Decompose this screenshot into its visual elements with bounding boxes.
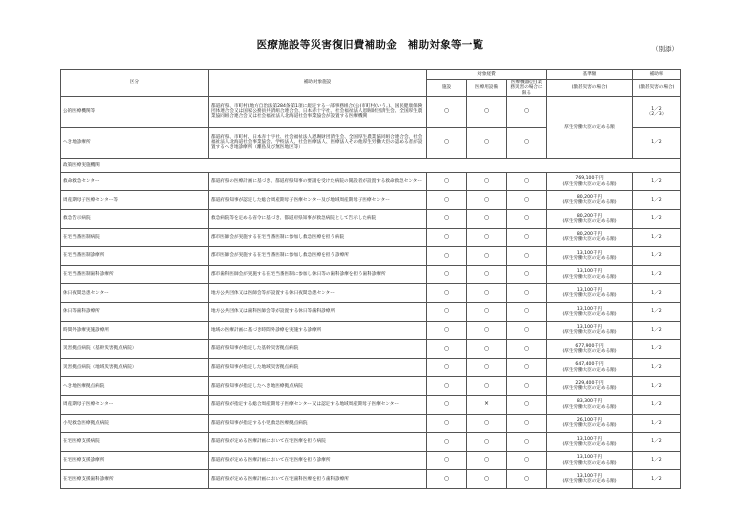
policy-row	[61, 433, 681, 452]
policy-other: ○	[507, 303, 547, 322]
policy-desc: 地方公共団体又は歯科医師会等が設置する休日等歯科診療所	[209, 303, 427, 322]
header-category: 区分	[61, 70, 209, 97]
policy-equipment: ○	[467, 303, 507, 322]
policy-rate: 1／2	[633, 172, 681, 191]
policy-row	[61, 451, 681, 470]
policy-desc: 都道府県知事が指定した基幹災害拠点病院	[209, 340, 427, 359]
policy-row	[61, 228, 681, 247]
policy-base-value: 26,100千円	[576, 418, 603, 424]
policy-base-note: (厚生労働大臣の定める額)	[562, 367, 617, 373]
policy-rate: 1／2	[633, 395, 681, 414]
header-target-expense: 対象経費	[427, 70, 547, 80]
policy-desc: 都道府県が指定する総合周産期母子医療センター又は認定する地域周産期母子医療センター	[209, 395, 427, 414]
policy-desc: 都道府県が定める医療計画において在宅医療を担う診療所	[209, 451, 427, 470]
policy-facility: ○	[427, 433, 467, 452]
public-rate	[633, 96, 681, 127]
public-other: ○	[507, 96, 547, 127]
policy-base-note: (厚生労働大臣の定める額)	[562, 423, 617, 429]
policy-base-note: (厚生労働大臣の定める額)	[562, 479, 617, 485]
policy-rate: 1／2	[633, 414, 681, 433]
policy-base-amount	[547, 414, 633, 433]
policy-facility: ○	[427, 265, 467, 284]
policy-other: ○	[507, 228, 547, 247]
header-rate-note: (激甚災害の場合)	[633, 80, 681, 97]
policy-base-value: 13,100千円	[576, 325, 603, 331]
remote-other: ○	[507, 127, 547, 158]
header-row-1	[61, 70, 681, 80]
public-rate-main: 1／2	[651, 106, 662, 112]
remote-facility: ○	[427, 127, 467, 158]
policy-base-amount	[547, 321, 633, 340]
policy-equipment: ○	[467, 451, 507, 470]
policy-other: ○	[507, 247, 547, 266]
public-rate-severe: （2／3）	[646, 111, 667, 117]
document-title: 医療施設等災害復旧費補助金 補助対象等一覧	[256, 39, 484, 51]
policy-base-note: (厚生労働大臣の定める額)	[562, 330, 617, 336]
section-label: 政策医療実施機関	[61, 158, 681, 172]
public-equipment: ○	[467, 96, 507, 127]
policy-label: 災害拠点病院（地域災害拠点病院）	[61, 358, 209, 377]
policy-rate: 1／2	[633, 358, 681, 377]
policy-facility: ○	[427, 470, 467, 489]
policy-equipment: ○	[467, 414, 507, 433]
policy-row	[61, 358, 681, 377]
policy-other: ○	[507, 433, 547, 452]
policy-equipment: ×	[467, 395, 507, 414]
policy-label: 休日夜間急患センター	[61, 284, 209, 303]
policy-base-amount	[547, 395, 633, 414]
policy-equipment: ○	[467, 433, 507, 452]
policy-rate: 1／2	[633, 265, 681, 284]
header-base-note: (激甚災害の場合)	[547, 80, 633, 97]
policy-base-note: (厚生労働大臣の定める額)	[562, 200, 617, 206]
policy-rate: 1／2	[633, 340, 681, 359]
policy-facility: ○	[427, 303, 467, 322]
policy-base-note: (厚生労働大臣の定める額)	[562, 404, 617, 410]
policy-label: 休日等歯科診療所	[61, 303, 209, 322]
subsidy-table	[60, 69, 681, 489]
policy-other: ○	[507, 470, 547, 489]
policy-label: 時間外診療実施診療所	[61, 321, 209, 340]
policy-base-note: (厚生労働大臣の定める額)	[562, 348, 617, 354]
policy-base-value: 13,100千円	[576, 455, 603, 461]
policy-desc: 郡市医師会が実施する在宅当番医制に参加し救急医療を担う病院	[209, 228, 427, 247]
policy-facility: ○	[427, 377, 467, 396]
policy-other: ○	[507, 210, 547, 229]
policy-label: 在宅医療支援診療所	[61, 451, 209, 470]
policy-base-value: 13,100千円	[576, 269, 603, 275]
policy-desc: 地域の医療計画に基づき時間外診療を実施する診療所	[209, 321, 427, 340]
policy-desc: 都道府県が定める医療計画において在宅歯科医療を担う歯科診療所	[209, 470, 427, 489]
policy-other: ○	[507, 284, 547, 303]
policy-rate: 1／2	[633, 210, 681, 229]
policy-facility: ○	[427, 191, 467, 210]
policy-equipment: ○	[467, 284, 507, 303]
policy-label: 在宅医療支援歯科診療所	[61, 470, 209, 489]
policy-facility: ○	[427, 247, 467, 266]
policy-desc: 都道府県知事が認定した総合周産期母子医療センター及び地域周産期母子医療センター	[209, 191, 427, 210]
public-facility: ○	[427, 96, 467, 127]
policy-desc: 都道府県知事が指定した地域災害拠点病院	[209, 358, 427, 377]
policy-row	[61, 470, 681, 489]
policy-rate: 1／2	[633, 451, 681, 470]
remote-label: へき地診療所	[61, 127, 209, 158]
public-desc: 都道府県、市町村(地方自治法第284条第1項に規定する一部事務組合(公)市町村(いう。)、国民健康保険団体連合会又は国家公務員共済組合連合会、日本赤十字社、社会福祉法人恩賜財団済生会、全国厚生農業協同組合連合会又は社会福祉法人北海道社会事業協会が設置する医療機関	[209, 96, 427, 127]
policy-base-amount	[547, 451, 633, 470]
policy-rate: 1／2	[633, 228, 681, 247]
policy-label: 在宅医療支援病院	[61, 433, 209, 452]
policy-label: 在宅当番医制診療所	[61, 247, 209, 266]
policy-rate: 1／2	[633, 377, 681, 396]
policy-other: ○	[507, 321, 547, 340]
policy-equipment: ○	[467, 210, 507, 229]
policy-base-note: (厚生労働大臣の定める額)	[562, 311, 617, 317]
policy-rate: 1／2	[633, 433, 681, 452]
remote-desc: 都道府県、市町村、日本赤十字社、社会福祉法人恩賜財団済生会、全国厚生農業協同組合連合会、社会福祉法人北海道社会事業協会、学校法人、社会医療法人、医療法人その他厚生労働大臣の認める者が設置するへき地診療所（離島及び無医地区等）	[209, 127, 427, 158]
policy-desc: 郡市医師会が実施する在宅当番医制に参加し救急医療を担う診療所	[209, 247, 427, 266]
policy-facility: ○	[427, 321, 467, 340]
policy-base-value: 13,100千円	[576, 473, 603, 479]
policy-label: 災害拠点病院（基幹災害拠点病院）	[61, 340, 209, 359]
policy-equipment: ○	[467, 247, 507, 266]
policy-base-value: 677,900千円	[575, 343, 604, 349]
policy-equipment: ○	[467, 377, 507, 396]
policy-other: ○	[507, 265, 547, 284]
policy-row	[61, 265, 681, 284]
header-exp-other: 医療機器(注)業務災害の場合に限る	[507, 80, 547, 97]
policy-base-note: (厚生労働大臣の定める額)	[562, 274, 617, 280]
policy-desc: 都道府県知事が指定したへき地医療拠点病院	[209, 377, 427, 396]
policy-base-note: (厚生労働大臣の定める額)	[562, 386, 617, 392]
policy-base-value: 80,200千円	[576, 213, 603, 219]
annex-label: （別添）	[652, 45, 678, 53]
policy-base-amount	[547, 172, 633, 191]
policy-rate: 1／2	[633, 191, 681, 210]
policy-base-amount	[547, 247, 633, 266]
policy-other: ○	[507, 395, 547, 414]
policy-row	[61, 414, 681, 433]
policy-other: ○	[507, 172, 547, 191]
policy-facility: ○	[427, 172, 467, 191]
shared-base-amount: 厚生労働大臣の定める額	[547, 96, 633, 158]
policy-desc: 救急病院等を定める省令に基づき、都道府県知事が救急病院として告示した病院	[209, 210, 427, 229]
remote-rate: 1／2	[633, 127, 681, 158]
header-exp-equipment: 医療用設備	[467, 80, 507, 97]
policy-desc: 地方公共団体又は医師会等が設置する休日夜間急患センター	[209, 284, 427, 303]
policy-equipment: ○	[467, 470, 507, 489]
policy-rate: 1／2	[633, 247, 681, 266]
policy-label: 周産期母子医療センター	[61, 395, 209, 414]
policy-row	[61, 340, 681, 359]
policy-facility: ○	[427, 228, 467, 247]
policy-equipment: ○	[467, 265, 507, 284]
policy-base-amount	[547, 470, 633, 489]
policy-base-value: 13,100千円	[576, 287, 603, 293]
policy-label: 周産期母子医療センター等	[61, 191, 209, 210]
policy-base-amount	[547, 191, 633, 210]
policy-label: 救急告示病院	[61, 210, 209, 229]
policy-base-amount	[547, 358, 633, 377]
policy-equipment: ○	[467, 358, 507, 377]
policy-other: ○	[507, 451, 547, 470]
policy-row	[61, 395, 681, 414]
policy-label: へき地医療拠点病院	[61, 377, 209, 396]
policy-other: ○	[507, 340, 547, 359]
policy-row	[61, 210, 681, 229]
public-label: 公的医療機関等	[61, 96, 209, 127]
policy-other: ○	[507, 377, 547, 396]
header-target-facility: 補助対象施設	[209, 70, 427, 97]
policy-base-value: 13,100千円	[576, 306, 603, 312]
policy-base-note: (厚生労働大臣の定める額)	[562, 256, 617, 262]
policy-rate: 1／2	[633, 303, 681, 322]
policy-base-value: 229,400千円	[575, 380, 604, 386]
policy-label: 救命救急センター	[61, 172, 209, 191]
policy-desc: 都道府県の医療計画に基づき、都道府県知事の要請を受けた病院の開設者が設置する救命救急センター	[209, 172, 427, 191]
policy-facility: ○	[427, 451, 467, 470]
policy-base-note: (厚生労働大臣の定める額)	[562, 181, 617, 187]
policy-facility: ○	[427, 358, 467, 377]
policy-facility: ○	[427, 284, 467, 303]
header-exp-facility: 施設	[427, 80, 467, 97]
policy-other: ○	[507, 358, 547, 377]
policy-row	[61, 303, 681, 322]
policy-desc: 郡市歯科医師会が実施する在宅当番医制に参加し休日等の歯科診療を担う歯科診療所	[209, 265, 427, 284]
policy-desc: 都道府県知事が指定する小児救急医療拠点病院	[209, 414, 427, 433]
policy-base-amount	[547, 303, 633, 322]
policy-facility: ○	[427, 395, 467, 414]
policy-base-amount	[547, 228, 633, 247]
policy-equipment: ○	[467, 172, 507, 191]
policy-rate: 1／2	[633, 470, 681, 489]
policy-base-amount	[547, 340, 633, 359]
policy-base-note: (厚生労働大臣の定める額)	[562, 218, 617, 224]
policy-base-amount	[547, 265, 633, 284]
policy-facility: ○	[427, 210, 467, 229]
policy-row	[61, 377, 681, 396]
policy-base-value: 647,400千円	[575, 362, 604, 368]
policy-base-value: 769,100千円	[575, 176, 604, 182]
policy-base-note: (厚生労働大臣の定める額)	[562, 237, 617, 243]
policy-base-note: (厚生労働大臣の定める額)	[562, 460, 617, 466]
policy-equipment: ○	[467, 340, 507, 359]
header-subsidy-rate: 補助率	[633, 70, 681, 80]
policy-other: ○	[507, 191, 547, 210]
policy-row	[61, 321, 681, 340]
policy-facility: ○	[427, 340, 467, 359]
policy-base-amount	[547, 210, 633, 229]
policy-label: 小児救急医療拠点病院	[61, 414, 209, 433]
policy-equipment: ○	[467, 321, 507, 340]
policy-equipment: ○	[467, 191, 507, 210]
policy-base-value: 13,100千円	[576, 250, 603, 256]
policy-row	[61, 191, 681, 210]
section-row	[61, 158, 681, 172]
policy-label: 在宅当番医制歯科診療所	[61, 265, 209, 284]
policy-other: ○	[507, 414, 547, 433]
policy-label: 在宅当番医制病院	[61, 228, 209, 247]
policy-row	[61, 247, 681, 266]
policy-base-amount	[547, 433, 633, 452]
policy-row	[61, 284, 681, 303]
policy-facility: ○	[427, 414, 467, 433]
policy-base-amount	[547, 284, 633, 303]
policy-base-value: 13,100千円	[576, 436, 603, 442]
policy-row	[61, 172, 681, 191]
policy-rate: 1／2	[633, 321, 681, 340]
policy-desc: 都道府県が定める医療計画において在宅医療を担う病院	[209, 433, 427, 452]
remote-equipment: ○	[467, 127, 507, 158]
policy-base-note: (厚生労働大臣の定める額)	[562, 293, 617, 299]
policy-base-value: 80,200千円	[576, 194, 603, 200]
policy-equipment: ○	[467, 228, 507, 247]
policy-base-amount	[547, 377, 633, 396]
policy-base-value: 80,200千円	[576, 232, 603, 238]
policy-rate: 1／2	[633, 284, 681, 303]
policy-base-note: (厚生労働大臣の定める額)	[562, 441, 617, 447]
header-base-amount: 基準額	[547, 70, 633, 80]
public-row	[61, 96, 681, 127]
policy-base-value: 83,300千円	[576, 399, 603, 405]
